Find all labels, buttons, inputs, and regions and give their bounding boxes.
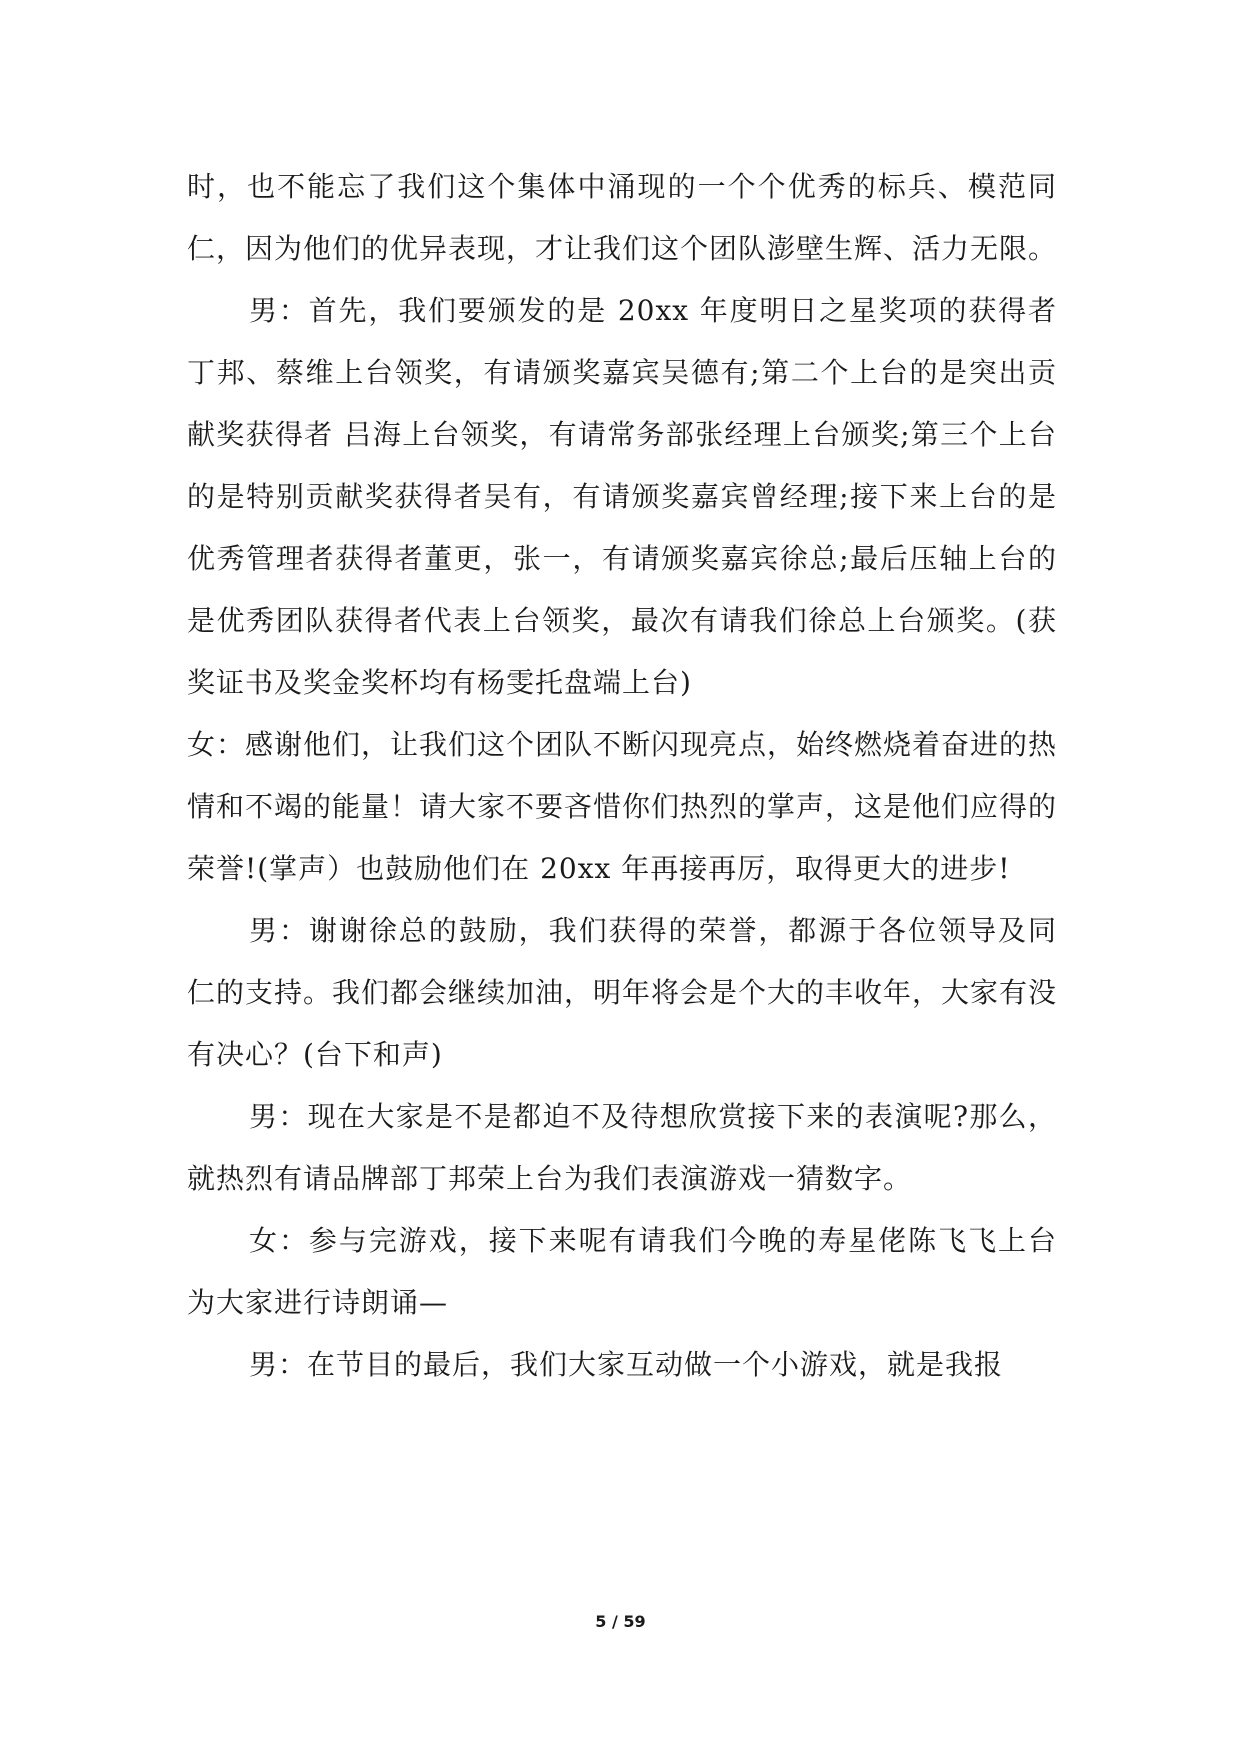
paragraph-7: 男：在节目的最后，我们大家互动做一个小游戏，就是我报 xyxy=(249,1348,1004,1381)
paragraph-2: 男：首先，我们要颁发的是 20xx 年度明日之星奖项的获得者丁邦、蔡维上台领奖，有请颁奖嘉宾吴德有;第二个上台的是突出贡献奖获得者 吕海上台领奖，有请常务部张经理上台颁奖;第三个上台的是特别贡献奖获得者吴有，有请颁奖嘉宾曾经理;接下来上台的是优秀管理者获得者董更，张一，有请颁奖嘉宾徐总;最后压轴上台的是优秀团队获得者代表上台领奖，最次有请我们徐总上台颁奖。(获奖证书及奖金奖杯均有杨雯托盘端上台) xyxy=(187,294,1057,699)
paragraph-5: 男：现在大家是不是都迫不及待想欣赏接下来的表演呢?那么，就热烈有请品牌部丁邦荣上台为我们表演游戏一猜数字。 xyxy=(187,1100,1057,1195)
paragraph-3: 女：感谢他们，让我们这个团队不断闪现亮点，始终燃烧着奋进的热情和不竭的能量！请大家不要吝惜你们热烈的掌声，这是他们应得的荣誉!(掌声）也鼓励他们在 20xx 年再接再厉，取得更大的进步! xyxy=(187,728,1058,885)
page-number: 5 / 59 xyxy=(595,1612,646,1631)
document-body xyxy=(187,156,1057,1396)
paragraph-4: 男：谢谢徐总的鼓励，我们获得的荣誉，都源于各位领导及同仁的支持。我们都会继续加油，明年将会是个大的丰收年，大家有没有决心？(台下和声) xyxy=(187,914,1058,1071)
paragraph-6: 女：参与完游戏，接下来呢有请我们今晚的寿星佬陈飞飞上台为大家进行诗朗诵— xyxy=(187,1224,1057,1319)
paragraph-1: 时，也不能忘了我们这个集体中涌现的一个个优秀的标兵、模范同仁，因为他们的优异表现，才让我们这个团队澎壁生辉、活力无限。 xyxy=(187,170,1058,265)
